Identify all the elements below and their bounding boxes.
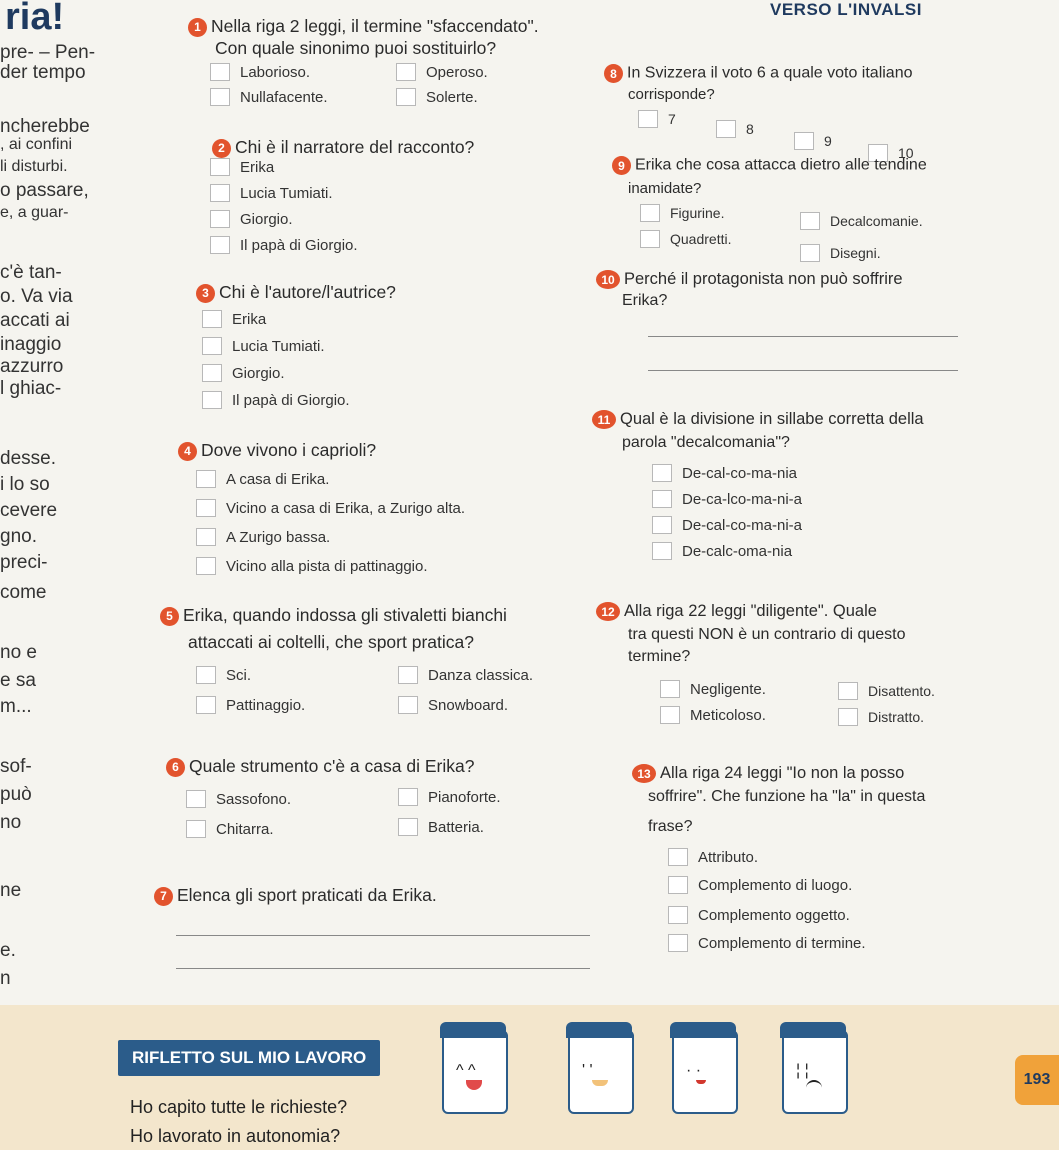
house-face-icon: ^ ^ xyxy=(442,1030,508,1114)
checkbox[interactable] xyxy=(668,906,688,924)
answer-line[interactable] xyxy=(176,968,590,969)
checkbox[interactable] xyxy=(668,934,688,952)
left-fragment: pre- – Pen- xyxy=(0,42,96,63)
checkbox[interactable] xyxy=(716,120,736,138)
answer-option[interactable] xyxy=(186,820,274,838)
answer-option[interactable] xyxy=(398,666,533,684)
answer-line[interactable] xyxy=(648,370,958,371)
left-title-fragment: ria! xyxy=(5,0,65,38)
checkbox[interactable] xyxy=(202,391,222,409)
left-fragment: l ghiac- xyxy=(0,378,62,399)
question-5 xyxy=(160,605,507,626)
checkbox[interactable] xyxy=(800,212,820,230)
question-number-badge: 4 xyxy=(178,442,197,461)
question-number-badge: 12 xyxy=(596,602,620,621)
checkbox[interactable] xyxy=(652,542,672,560)
checkbox[interactable] xyxy=(794,132,814,150)
checkbox[interactable] xyxy=(668,848,688,866)
option-label: Pianoforte. xyxy=(428,788,501,806)
answer-option[interactable] xyxy=(202,391,350,409)
option-label: Sci. xyxy=(226,666,252,684)
checkbox[interactable] xyxy=(196,666,216,684)
answer-option[interactable] xyxy=(668,934,866,952)
option-label: Giorgio. xyxy=(232,364,285,382)
reflection-question: Ho lavorato in autonomia? xyxy=(130,1126,341,1146)
left-fragment: accati ai xyxy=(0,310,70,331)
question-number-badge: 8 xyxy=(604,64,623,83)
answer-option[interactable] xyxy=(652,516,802,534)
answer-option[interactable] xyxy=(668,848,758,866)
left-fragment: preci- xyxy=(0,552,48,573)
checkbox[interactable] xyxy=(398,666,418,684)
option-label: Lucia Tumiati. xyxy=(240,184,333,202)
checkbox[interactable] xyxy=(660,680,680,698)
question-6 xyxy=(166,756,474,777)
checkbox[interactable] xyxy=(640,230,660,248)
question-12 xyxy=(596,602,877,621)
left-fragment: i lo so xyxy=(0,474,50,495)
option-label: Erika xyxy=(240,158,275,176)
option-label: Solerte. xyxy=(426,88,478,106)
checkbox[interactable] xyxy=(196,528,216,546)
checkbox[interactable] xyxy=(396,88,416,106)
question-3 xyxy=(196,282,396,303)
question-text: attaccati ai coltelli, che sport pratica? xyxy=(188,632,474,652)
answer-option[interactable] xyxy=(396,88,478,106)
option-label: Il papà di Giorgio. xyxy=(232,391,350,409)
answer-option[interactable] xyxy=(210,88,328,106)
option-label: Complemento di termine. xyxy=(698,934,866,952)
option-label: 8 xyxy=(746,121,754,137)
checkbox[interactable] xyxy=(398,788,418,806)
answer-option[interactable] xyxy=(196,666,251,684)
answer-option[interactable] xyxy=(202,364,285,382)
left-fragment: può xyxy=(0,784,32,805)
question-text: Dove vivono i caprioli? xyxy=(201,440,377,460)
question-number-badge: 10 xyxy=(596,270,620,289)
option-label: A casa di Erika. xyxy=(226,470,330,488)
question-text: termine? xyxy=(628,648,691,665)
option-label: Operoso. xyxy=(426,63,488,81)
left-fragment: sof- xyxy=(0,756,32,777)
option-label: Quadretti. xyxy=(670,231,732,247)
answer-option[interactable] xyxy=(396,63,488,81)
answer-option[interactable] xyxy=(202,337,325,355)
checkbox[interactable] xyxy=(652,490,672,508)
section-header: VERSO L'INVALSI xyxy=(770,0,922,19)
question-text: frase? xyxy=(648,818,693,835)
answer-option[interactable] xyxy=(794,132,832,150)
answer-option[interactable] xyxy=(398,818,484,836)
question-text: Alla riga 24 leggi "Io non la posso xyxy=(660,764,905,782)
checkbox[interactable] xyxy=(202,310,222,328)
question-text: Erika? xyxy=(622,292,668,309)
answer-option[interactable] xyxy=(210,210,293,228)
answer-option[interactable] xyxy=(210,184,333,202)
checkbox[interactable] xyxy=(668,876,688,894)
question-number-badge: 11 xyxy=(592,410,616,429)
checkbox[interactable] xyxy=(210,236,230,254)
answer-option[interactable] xyxy=(196,557,428,575)
house-face-icon: ' ' xyxy=(568,1030,634,1114)
checkbox[interactable] xyxy=(202,337,222,355)
answer-option[interactable] xyxy=(716,120,754,138)
answer-option[interactable] xyxy=(652,490,802,508)
left-fragment: come xyxy=(0,582,47,603)
option-label: Figurine. xyxy=(670,205,725,221)
answer-option[interactable] xyxy=(196,470,329,488)
option-label: Complemento oggetto. xyxy=(698,906,850,924)
option-label: A Zurigo bassa. xyxy=(226,528,331,546)
question-2 xyxy=(212,137,474,158)
left-fragment: cevere xyxy=(0,500,58,521)
checkbox[interactable] xyxy=(196,470,216,488)
answer-option[interactable] xyxy=(210,63,310,81)
answer-option[interactable] xyxy=(668,906,850,924)
left-fragment: , ai confini xyxy=(0,136,73,153)
reflection-title: RIFLETTO SUL MIO LAVORO xyxy=(118,1040,380,1076)
option-label: Erika xyxy=(232,310,267,328)
left-fragment: gno. xyxy=(0,526,37,547)
question-text: Erika che cosa attacca dietro alle tendine xyxy=(635,156,927,174)
option-label: Vicino alla pista di pattinaggio. xyxy=(226,557,428,575)
checkbox[interactable] xyxy=(398,696,418,714)
question-text: soffrire". Che funzione ha "la" in questa xyxy=(648,788,926,805)
option-label: Decalcomanie. xyxy=(830,213,923,229)
option-label: De-cal-co-ma-nia xyxy=(682,464,798,482)
option-label: Distratto. xyxy=(868,709,925,725)
option-label: De-calc-oma-nia xyxy=(682,542,793,560)
checkbox[interactable] xyxy=(838,682,858,700)
question-text: inamidate? xyxy=(628,180,702,197)
question-13 xyxy=(632,764,904,783)
question-8 xyxy=(604,64,913,83)
question-text: Perché il protagonista non può soffrire xyxy=(624,270,903,288)
option-label: Vicino a casa di Erika, a Zurigo alta. xyxy=(226,499,466,517)
answer-option[interactable] xyxy=(660,706,766,724)
left-fragment: no e xyxy=(0,642,37,663)
left-fragment: der tempo xyxy=(0,62,86,83)
option-label: Negligente. xyxy=(690,680,766,698)
option-label: Pattinaggio. xyxy=(226,696,306,714)
option-label: Danza classica. xyxy=(428,666,534,684)
checkbox[interactable] xyxy=(186,820,206,838)
left-fragment: m... xyxy=(0,696,32,717)
option-label: 10 xyxy=(898,145,914,161)
option-label: Complemento di luogo. xyxy=(698,876,853,894)
question-text: Con quale sinonimo puoi sostituirlo? xyxy=(215,38,497,58)
question-number-badge: 2 xyxy=(212,139,231,158)
left-fragment: no xyxy=(0,812,22,833)
option-label: Disattento. xyxy=(868,683,935,699)
answer-option[interactable] xyxy=(196,528,330,546)
answer-option[interactable] xyxy=(838,682,935,700)
option-label: De-cal-co-ma-ni-a xyxy=(682,516,803,534)
checkbox[interactable] xyxy=(210,88,230,106)
checkbox[interactable] xyxy=(196,696,216,714)
question-text: Elenca gli sport praticati da Erika. xyxy=(177,885,437,905)
option-label: Giorgio. xyxy=(240,210,293,228)
checkbox[interactable] xyxy=(210,184,230,202)
left-text-fragments xyxy=(0,0,190,1010)
left-fragment: inaggio xyxy=(0,334,62,355)
checkbox[interactable] xyxy=(800,244,820,262)
answer-option[interactable] xyxy=(660,680,766,698)
option-label: Sassofono. xyxy=(216,790,292,808)
question-1 xyxy=(188,16,539,37)
question-10 xyxy=(596,270,903,289)
question-number-badge: 1 xyxy=(188,18,207,37)
question-text: Erika, quando indossa gli stivaletti bianchi xyxy=(183,605,507,625)
option-label: 7 xyxy=(668,111,676,127)
option-label: Il papà di Giorgio. xyxy=(240,236,358,254)
question-7 xyxy=(154,885,437,906)
left-fragment: e. xyxy=(0,940,16,961)
left-fragment: o. Va via xyxy=(0,286,73,307)
option-label: De-ca-lco-ma-ni-a xyxy=(682,490,803,508)
question-text: Chi è l'autore/l'autrice? xyxy=(219,282,396,302)
answer-option[interactable] xyxy=(202,310,266,328)
option-label: Snowboard. xyxy=(428,696,509,714)
option-label: Disegni. xyxy=(830,245,881,261)
checkbox[interactable] xyxy=(210,63,230,81)
checkbox[interactable] xyxy=(196,499,216,517)
option-label: 9 xyxy=(824,133,832,149)
question-text: Nella riga 2 leggi, il termine "sfaccendato". xyxy=(211,16,539,36)
answer-option[interactable] xyxy=(398,696,508,714)
left-fragment: azzurro xyxy=(0,356,64,377)
question-text: Chi è il narratore del racconto? xyxy=(235,137,475,157)
question-number-badge: 7 xyxy=(154,887,173,906)
left-fragment: o passare, xyxy=(0,180,89,201)
answer-option[interactable] xyxy=(640,230,731,248)
checkbox[interactable] xyxy=(202,364,222,382)
left-fragment: ncherebbe xyxy=(0,116,90,137)
question-text: Qual è la divisione in sillabe corretta della xyxy=(620,410,924,428)
left-fragment: desse. xyxy=(0,448,56,469)
option-label: Lucia Tumiati. xyxy=(232,337,325,355)
answer-option[interactable] xyxy=(838,708,924,726)
question-number-badge: 3 xyxy=(196,284,215,303)
question-text: Quale strumento c'è a casa di Erika? xyxy=(189,756,475,776)
answer-option[interactable] xyxy=(186,790,291,808)
option-label: Batteria. xyxy=(428,818,484,836)
option-label: Laborioso. xyxy=(240,63,311,81)
option-label: Chitarra. xyxy=(216,820,274,838)
checkbox[interactable] xyxy=(210,158,230,176)
answer-option[interactable] xyxy=(638,110,676,128)
left-fragment: c'è tan- xyxy=(0,262,62,283)
answer-option[interactable] xyxy=(210,236,358,254)
question-text: tra questi NON è un contrario di questo xyxy=(628,626,906,643)
answer-option[interactable] xyxy=(800,244,881,262)
left-fragment: e sa xyxy=(0,670,36,691)
checkbox[interactable] xyxy=(186,790,206,808)
page-number: 193 xyxy=(1015,1055,1059,1105)
left-fragment: n xyxy=(0,968,11,989)
checkbox[interactable] xyxy=(652,516,672,534)
house-face-icon: · · xyxy=(672,1030,738,1114)
checkbox[interactable] xyxy=(396,63,416,81)
reflection-question: Ho capito tutte le richieste? xyxy=(130,1097,348,1117)
house-face-icon: ¦ ¦ xyxy=(782,1030,848,1114)
checkbox[interactable] xyxy=(660,706,680,724)
answer-line[interactable] xyxy=(648,336,958,337)
answer-option[interactable] xyxy=(210,158,274,176)
answer-option[interactable] xyxy=(668,876,852,894)
answer-option[interactable] xyxy=(652,464,797,482)
answer-option[interactable] xyxy=(652,542,792,560)
checkbox[interactable] xyxy=(196,557,216,575)
question-text: corrisponde? xyxy=(628,86,715,103)
answer-option[interactable] xyxy=(640,204,724,222)
left-fragment: li disturbi. xyxy=(0,158,68,175)
answer-line[interactable] xyxy=(176,935,590,936)
answer-option[interactable] xyxy=(196,499,465,517)
question-text: Alla riga 22 leggi "diligente". Quale xyxy=(624,602,877,620)
question-number-badge: 13 xyxy=(632,764,656,783)
option-label: Meticoloso. xyxy=(690,706,766,724)
checkbox[interactable] xyxy=(638,110,658,128)
question-number-badge: 6 xyxy=(166,758,185,777)
question-number-badge: 5 xyxy=(160,607,179,626)
left-fragment: ne xyxy=(0,880,22,901)
question-11 xyxy=(592,410,924,429)
question-9 xyxy=(612,156,927,175)
question-text: parola "decalcomania"? xyxy=(622,434,790,451)
answer-option[interactable] xyxy=(196,696,305,714)
question-number-badge: 9 xyxy=(612,156,631,175)
checkbox[interactable] xyxy=(640,204,660,222)
checkbox[interactable] xyxy=(398,818,418,836)
checkbox[interactable] xyxy=(652,464,672,482)
answer-option[interactable] xyxy=(398,788,501,806)
question-text: In Svizzera il voto 6 a quale voto italiano xyxy=(627,64,913,82)
checkbox[interactable] xyxy=(210,210,230,228)
left-fragment: e, a guar- xyxy=(0,204,69,221)
option-label: Attributo. xyxy=(698,848,759,866)
checkbox[interactable] xyxy=(838,708,858,726)
answer-option[interactable] xyxy=(800,212,923,230)
question-4 xyxy=(178,440,376,461)
option-label: Nullafacente. xyxy=(240,88,328,106)
